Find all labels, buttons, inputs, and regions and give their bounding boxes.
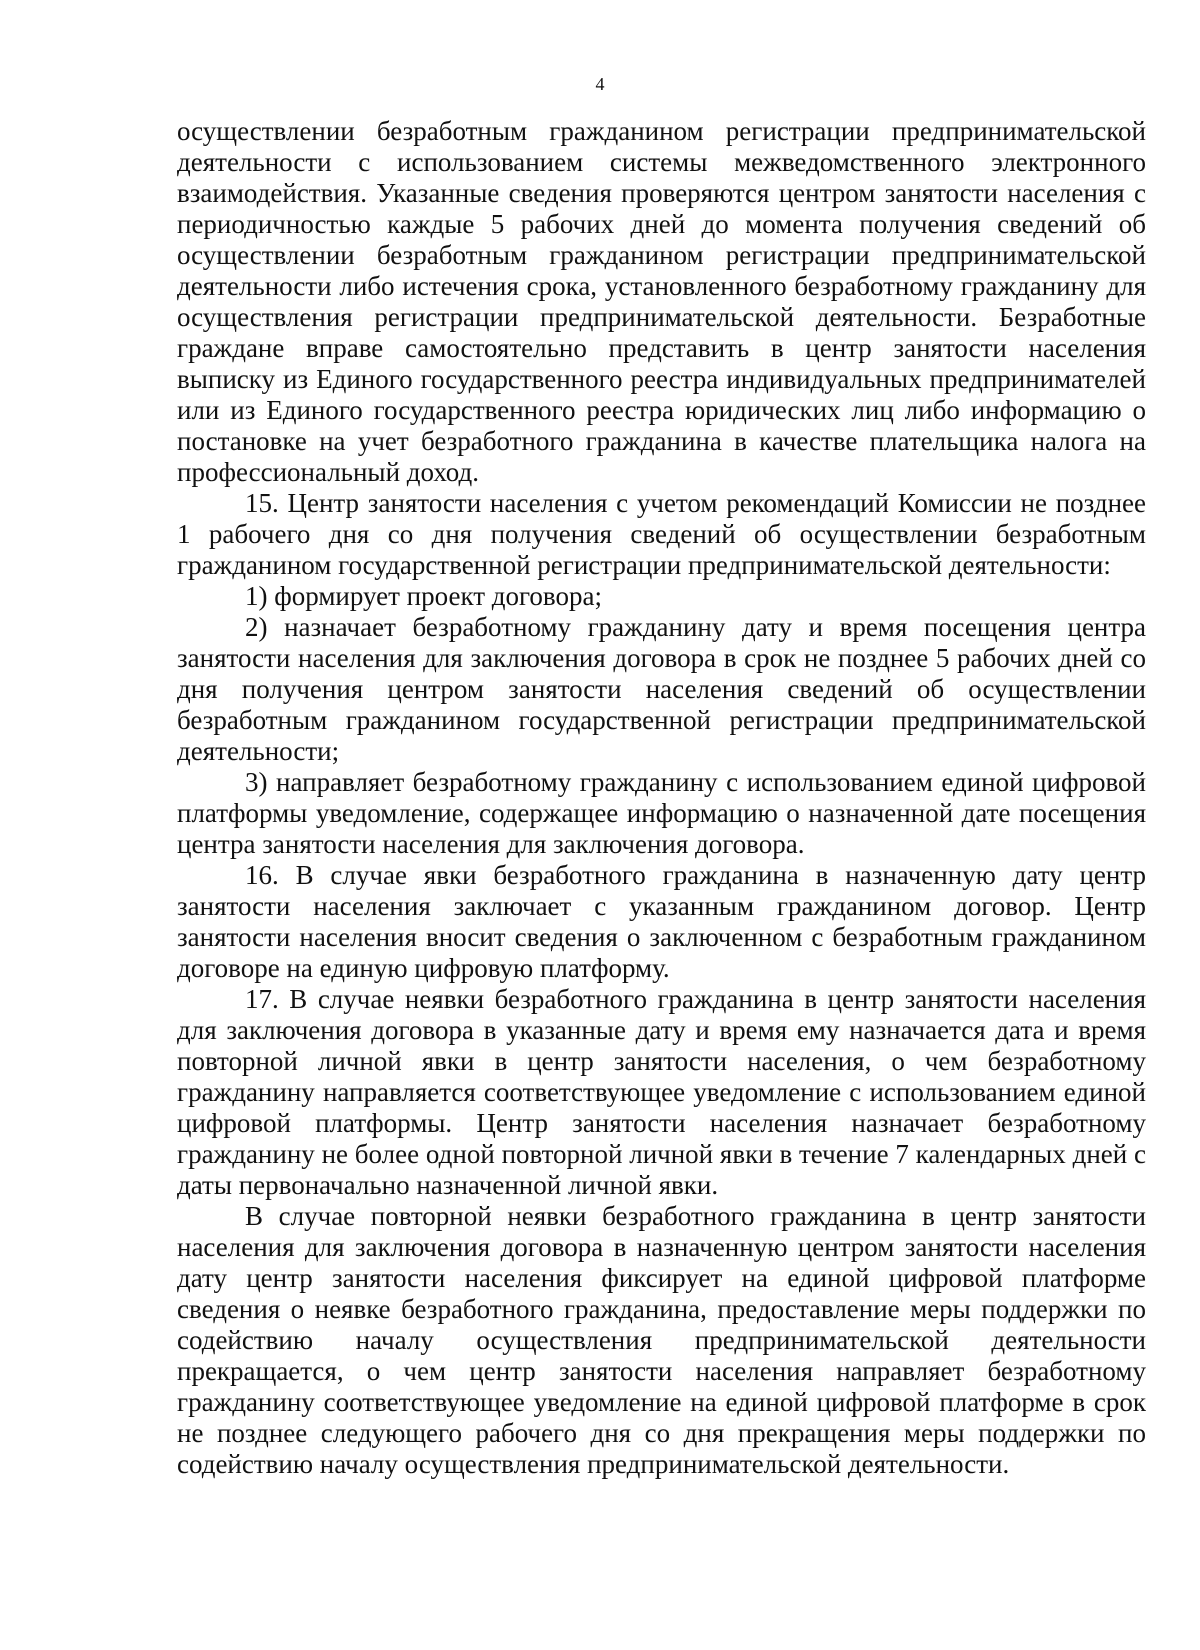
paragraph-item-15: 15. Центр занятости населения с учетом рекомендаций Комиссии не позднее 1 рабочего дня со дня получения сведений об осуществлении безработным гражданином государственной регистрации предпринимательской деятельности: xyxy=(177,488,1146,580)
paragraph-repeat-absence: В случае повторной неявки безработного гражданина в центр занятости населения для заключения договора в назначенную центром занятости населения дату центр занятости населения фиксирует на единой цифровой платформе сведения о неявке безработного гражданина, предоставление меры поддержки по содействию началу осуществления предпринимательской деятельности прекращается, о чем центр занятости населения направляет безработному гражданину соответствующее уведомление на единой цифровой платформе в срок не позднее следующего рабочего дня со дня прекращения меры поддержки по содействию началу осуществления предпринимательской деятельности. xyxy=(177,1201,1146,1479)
paragraph-item-17: 17. В случае неявки безработного гражданина в центр занятости населения для заключения договора в указанные дату и время ему назначается дата и время повторной личной явки в центр занятости населения, о чем безработному гражданину направляется соответствующее уведомление с использованием единой цифровой платформы. Центр занятости населения назначает безработному гражданину не более одной повторной личной явки в течение 7 календарных дней с даты первоначально назначенной личной явки. xyxy=(177,984,1146,1200)
paragraph-subitem-3: 3) направляет безработному гражданину с использованием единой цифровой платформы уведомление, содержащее информацию о назначенной дате посещения центра занятости населения для заключения договора. xyxy=(177,767,1146,859)
paragraph-continuation: осуществлении безработным гражданином регистрации предпринимательской деятельности с использованием системы межведомственного электронного взаимодействия. Указанные сведения проверяются центром занятости населения с периодичностью каждые 5 рабочих дней до момента получения сведений об осуществлении безработным гражданином регистрации предпринимательской деятельности либо истечения срока, установленного безработному гражданину для осуществления регистрации предпринимательской деятельности. Безработные граждане вправе самостоятельно представить в центр занятости населения выписку из Единого государственного реестра индивидуальных предпринимателей или из Единого государственного реестра юридических лиц либо информацию о постановке на учет безработного гражданина в качестве плательщика налога на профессиональный доход. xyxy=(177,116,1146,487)
paragraph-subitem-2: 2) назначает безработному гражданину дату и время посещения центра занятости населения для заключения договора в срок не позднее 5 рабочих дней со дня получения центром занятости населения сведений об осуществлении безработным гражданином государственной регистрации предпринимательской деятельности; xyxy=(177,612,1146,766)
paragraph-item-16: 16. В случае явки безработного гражданина в назначенную дату центр занятости населения заключает с указанным гражданином договор. Центр занятости населения вносит сведения о заключенном с безработным гражданином договоре на единую цифровую платформу. xyxy=(177,860,1146,983)
page-number: 4 xyxy=(595,74,605,94)
paragraph-subitem-1: 1) формирует проект договора; xyxy=(245,581,602,611)
document-body xyxy=(177,116,1146,1480)
